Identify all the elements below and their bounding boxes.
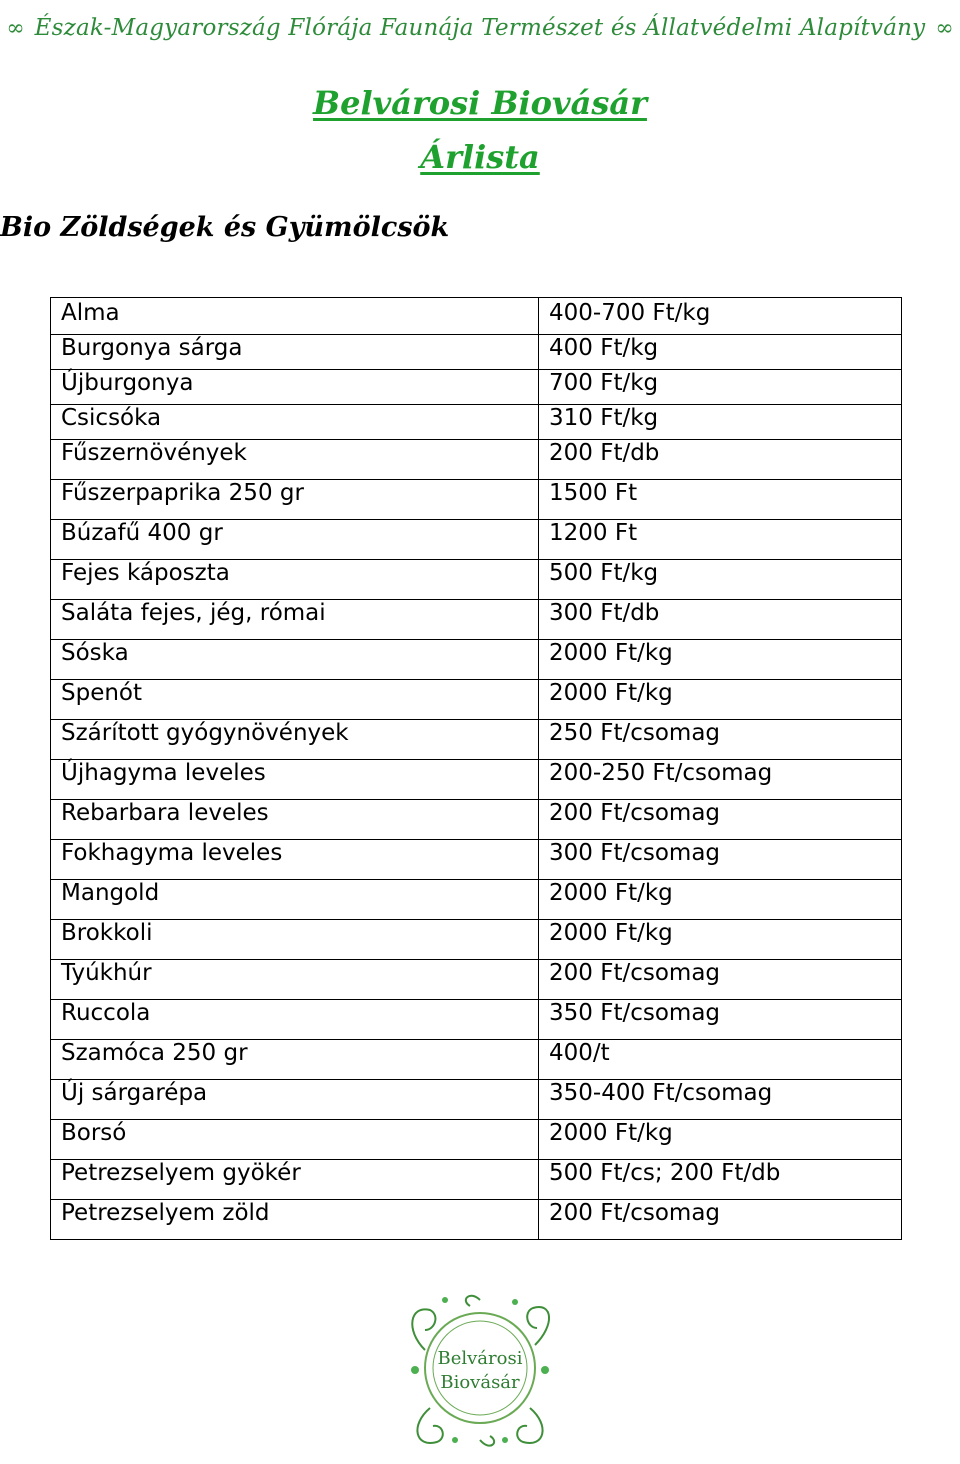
item-name: Ruccola [51, 1000, 539, 1040]
item-name: Spenót [51, 680, 539, 720]
table-row [51, 520, 902, 560]
table-row [51, 440, 902, 480]
table-row [51, 405, 902, 440]
table-row [51, 560, 902, 600]
item-name: Újburgonya [51, 370, 539, 405]
price-table [50, 297, 902, 1240]
table-row [51, 335, 902, 370]
item-name: Brokkoli [51, 920, 539, 960]
ornament-left-icon: ∞ [6, 15, 25, 41]
item-price: 400-700 Ft/kg [539, 298, 902, 335]
item-name: Petrezselyem gyökér [51, 1160, 539, 1200]
foundation-header [0, 8, 960, 48]
table-row [51, 920, 902, 960]
table-row [51, 600, 902, 640]
table-row [51, 1120, 902, 1160]
logo-name-line1: Belvárosi [437, 1348, 523, 1369]
item-price: 2000 Ft/kg [539, 640, 902, 680]
item-name: Borsó [51, 1120, 539, 1160]
table-row [51, 1200, 902, 1240]
table-row [51, 1080, 902, 1120]
table-row [51, 800, 902, 840]
item-name: Saláta fejes, jég, római [51, 600, 539, 640]
table-row [51, 1040, 902, 1080]
item-name: Szárított gyógynövények [51, 720, 539, 760]
item-name: Fűszerpaprika 250 gr [51, 480, 539, 520]
table-row [51, 680, 902, 720]
table-row [51, 480, 902, 520]
item-price: 200 Ft/csomag [539, 960, 902, 1000]
item-name: Tyúkhúr [51, 960, 539, 1000]
table-row [51, 370, 902, 405]
item-price: 350-400 Ft/csomag [539, 1080, 902, 1120]
page-title: Belvárosi Biovásár [313, 84, 647, 122]
item-name: Fejes káposzta [51, 560, 539, 600]
biovasar-logo [385, 1290, 575, 1460]
item-price: 200-250 Ft/csomag [539, 760, 902, 800]
item-price: 350 Ft/csomag [539, 1000, 902, 1040]
item-price: 300 Ft/db [539, 600, 902, 640]
page-subtitle: Árlista [420, 138, 540, 176]
item-name: Fokhagyma leveles [51, 840, 539, 880]
item-name: Fűszernövények [51, 440, 539, 480]
item-name: Búzafű 400 gr [51, 520, 539, 560]
table-row [51, 760, 902, 800]
item-name: Újhagyma leveles [51, 760, 539, 800]
item-name: Szamóca 250 gr [51, 1040, 539, 1080]
foundation-name: Észak-Magyarország Flórája Faunája Természet és Állatvédelmi Alapítvány [34, 15, 926, 41]
table-row [51, 720, 902, 760]
item-price: 200 Ft/csomag [539, 1200, 902, 1240]
item-name: Mangold [51, 880, 539, 920]
table-row [51, 640, 902, 680]
item-price: 200 Ft/csomag [539, 800, 902, 840]
item-price: 2000 Ft/kg [539, 1120, 902, 1160]
table-row [51, 880, 902, 920]
item-price: 200 Ft/db [539, 440, 902, 480]
item-price: 1200 Ft [539, 520, 902, 560]
item-price: 400/t [539, 1040, 902, 1080]
item-price: 300 Ft/csomag [539, 840, 902, 880]
item-price: 500 Ft/cs; 200 Ft/db [539, 1160, 902, 1200]
item-price: 700 Ft/kg [539, 370, 902, 405]
item-name: Új sárgarépa [51, 1080, 539, 1120]
item-name: Sóska [51, 640, 539, 680]
item-name: Alma [51, 298, 539, 335]
item-price: 1500 Ft [539, 480, 902, 520]
item-price: 500 Ft/kg [539, 560, 902, 600]
item-name: Burgonya sárga [51, 335, 539, 370]
logo-name-line2: Biovásár [440, 1372, 520, 1393]
table-row [51, 840, 902, 880]
item-price: 250 Ft/csomag [539, 720, 902, 760]
item-price: 310 Ft/kg [539, 405, 902, 440]
ornament-right-icon: ∞ [935, 15, 954, 41]
table-row [51, 960, 902, 1000]
item-price: 2000 Ft/kg [539, 680, 902, 720]
table-row [51, 1000, 902, 1040]
section-title: Bio Zöldségek és Gyümölcsök [0, 212, 450, 243]
item-price: 2000 Ft/kg [539, 880, 902, 920]
table-row [51, 298, 902, 335]
item-price: 400 Ft/kg [539, 335, 902, 370]
item-price: 2000 Ft/kg [539, 920, 902, 960]
item-name: Rebarbara leveles [51, 800, 539, 840]
item-name: Csicsóka [51, 405, 539, 440]
item-name: Petrezselyem zöld [51, 1200, 539, 1240]
table-row [51, 1160, 902, 1200]
